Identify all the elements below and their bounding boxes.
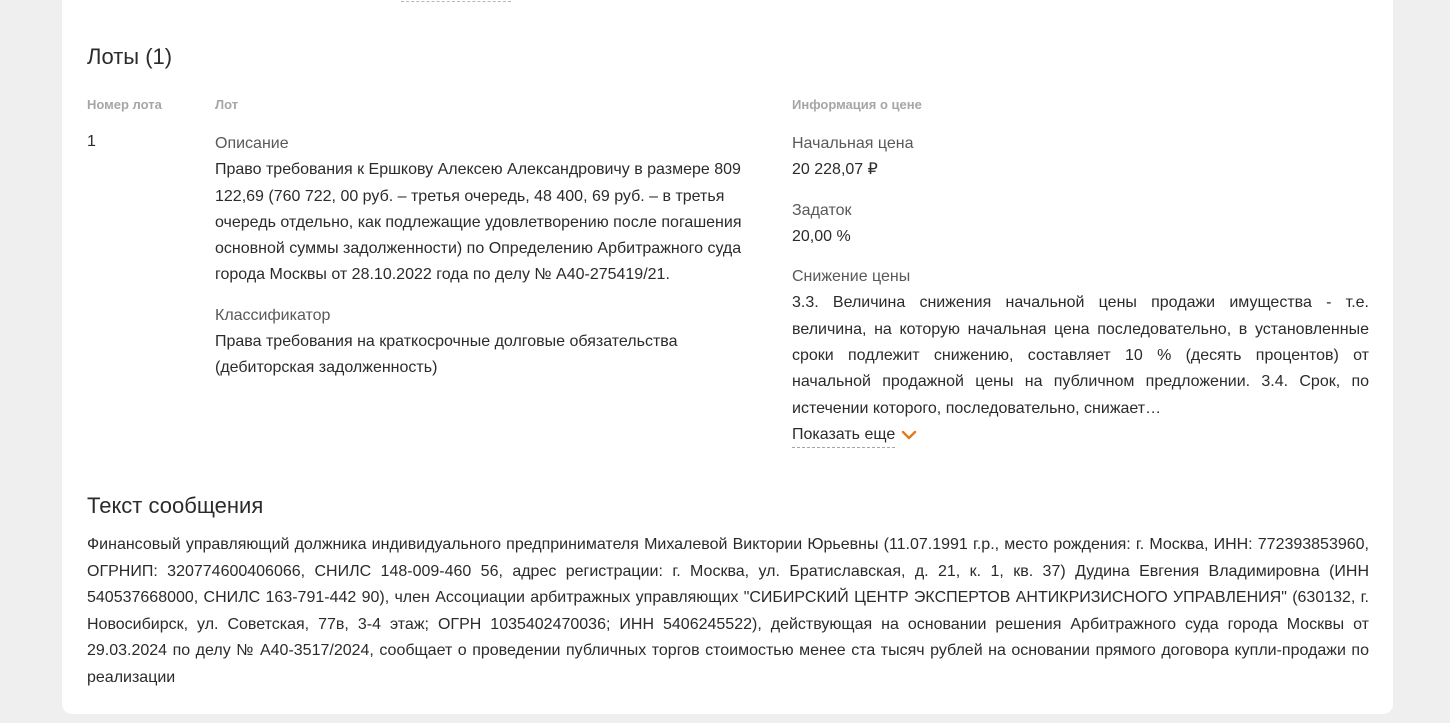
lot-description: Право требования к Ершкову Алексею Александровичу в размере 809 122,69 (760 722, 00 руб. – третья очередь, 48 400, 69 руб. – в третья очередь отдельно, как подлежащие удовлетворению после погашения основной суммы задолженности) по Определению Арбитражного суда города Москвы от 28.10.2022 года по делу № А40-275419/21. bbox=[215, 161, 742, 284]
show-more-button[interactable] bbox=[792, 423, 895, 448]
message-section-title: Текст сообщения bbox=[87, 493, 264, 518]
column-header-lot: Лот bbox=[215, 97, 239, 112]
price-reduction-label: Снижение цены bbox=[792, 268, 911, 286]
dashed-link-underline[interactable] bbox=[401, 1, 511, 2]
price-info bbox=[792, 131, 1369, 449]
column-header-price-info: Информация о цене bbox=[792, 97, 922, 112]
lots-section-title: Лоты (1) bbox=[87, 44, 173, 69]
classifier-label: Классификатор bbox=[215, 306, 331, 324]
start-price-label: Начальная цена bbox=[792, 135, 914, 152]
lot-classifier: Права требования на краткосрочные долговые обязательства (дебиторская задолженность) bbox=[215, 333, 678, 377]
lot-number: 1 bbox=[87, 133, 96, 150]
description-label: Описание bbox=[215, 135, 289, 152]
start-price-value: 20 228,07 ₽ bbox=[792, 161, 878, 179]
lot-details bbox=[215, 131, 760, 382]
message-text: Финансовый управляющий должника индивидуального предпринимателя Михалевой Виктории Юрьевны (11.07.1991 г.р., место рождения: г. Москва, ИНН: 772393853960, ОГРНИП: 320774600406066, СНИЛС 148-009-460 56, адрес регистрации: г. Москва, ул. Братиславская, д. 21, к. 1, кв. 37) Дудина Евгения Владимировна (ИНН 540537668000, СНИЛС 163-791-442 90), член Ассоциации арбитражных управляющих "СИБИРСКИЙ ЦЕНТР ЭКСПЕРТОВ АНТИКРИЗИСНОГО УПРАВЛЕНИЯ" (630132, г. Новосибирск, ул. Советская, 77в, 3-4 этаж; ОГРН 1035402470036; ИНН 5406245522), действующая на основании решения Арбитражного суда города Москвы от 29.03.2024 по делу № А40-3517/2024, сообщает о проведении публичных торгов стоимостью менее ста тысяч рублей на основании прямого договора купли-продажи по реализации bbox=[87, 536, 1369, 686]
price-reduction-text: 3.3. Величина снижения начальной цены продажи имущества - т.е. величина, на которую начальная цена последовательно, в установленные сроки подлежит снижению, составляет 10 % (десять процентов) от начальной продажной цены на публичном предложении. 3.4. Срок, по истечении которого, последовательно, снижает… bbox=[792, 294, 1369, 417]
show-more-label: Показать еще bbox=[792, 426, 896, 444]
deposit-value: 20,00 % bbox=[792, 227, 851, 245]
deposit-label: Задаток bbox=[792, 201, 852, 219]
chevron-down-icon[interactable] bbox=[901, 429, 917, 441]
column-header-lot-number: Номер лота bbox=[87, 97, 162, 112]
